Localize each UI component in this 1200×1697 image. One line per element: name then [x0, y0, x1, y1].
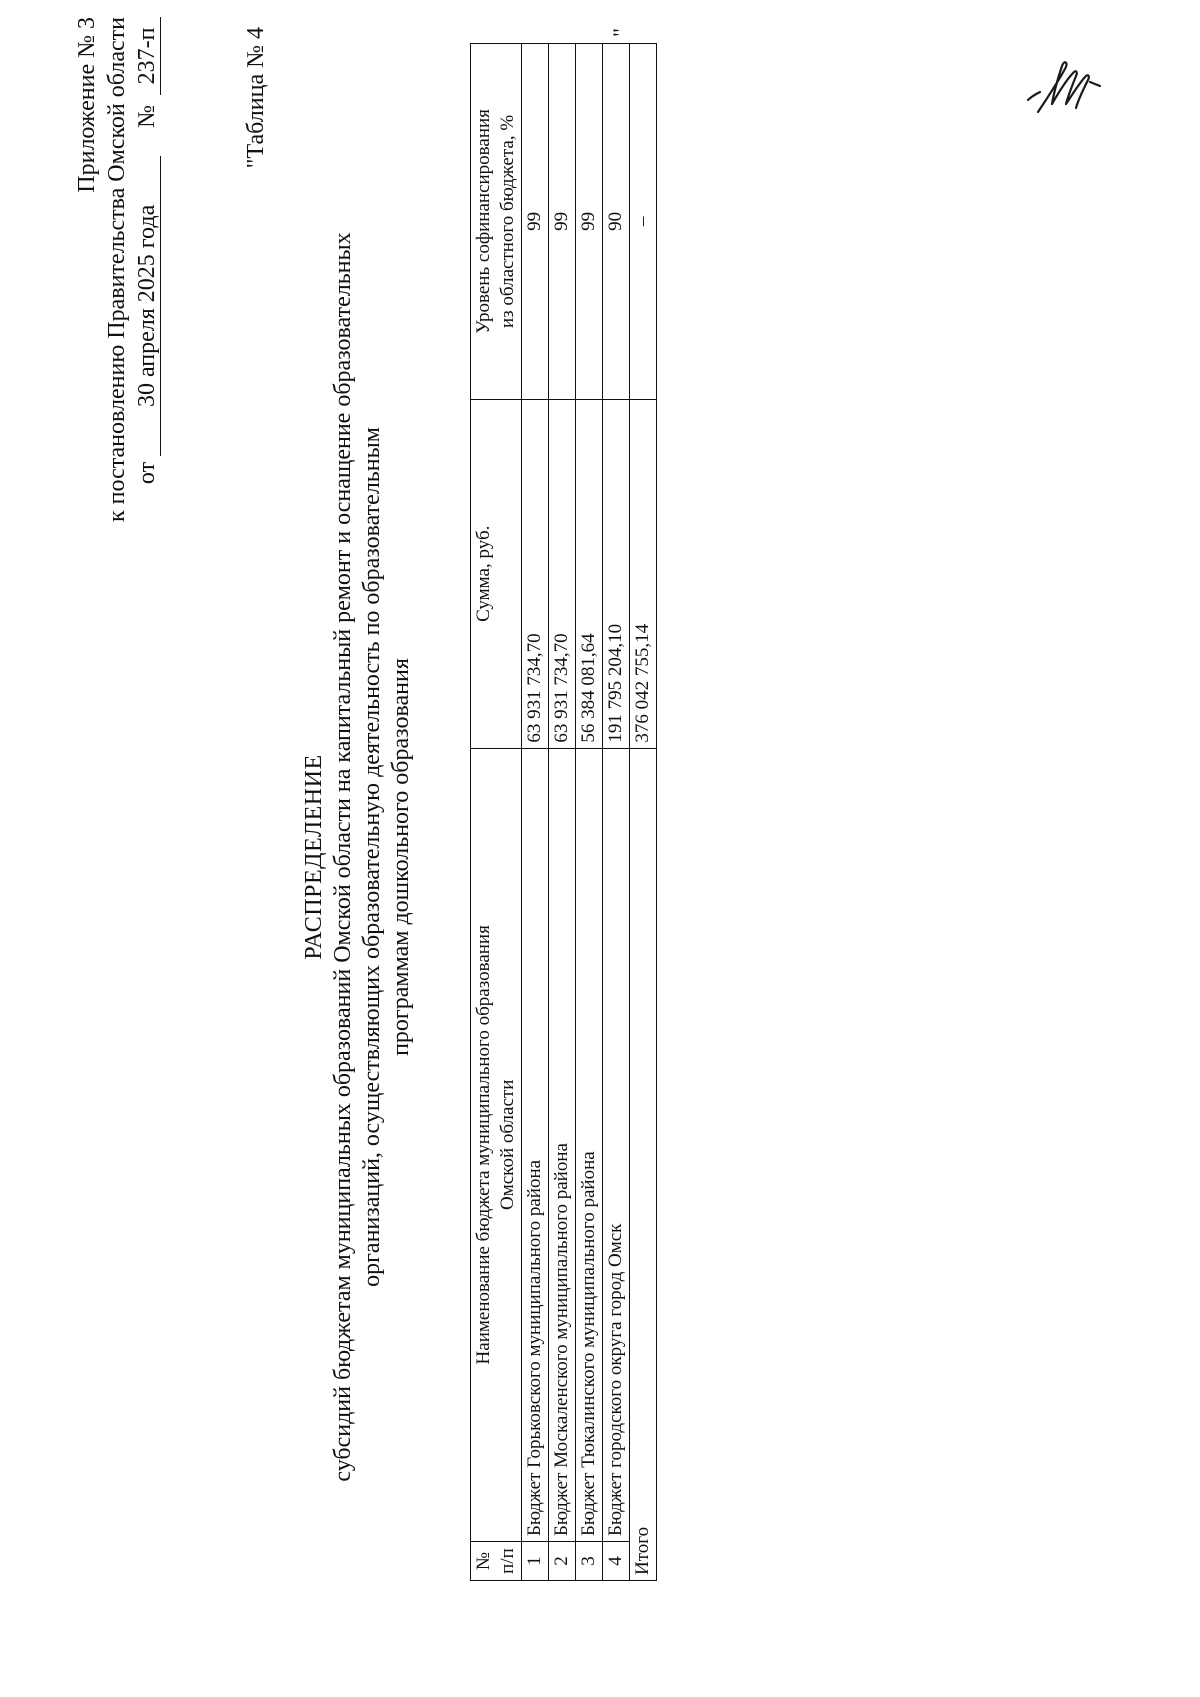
row-rate: 99 [576, 44, 603, 400]
closing-quote: " [608, 28, 633, 37]
table-row [603, 44, 630, 1581]
header-name-line-2: Омской области [497, 1079, 518, 1210]
appendix-header [72, 17, 162, 697]
header-rate [471, 44, 522, 400]
row-num: 1 [522, 1542, 549, 1581]
header-num-line-1: № [473, 1551, 494, 1571]
total-sum: 376 042 755,14 [630, 399, 657, 748]
appendix-number: Приложение № 3 [74, 17, 100, 193]
row-num: 3 [576, 1542, 603, 1581]
total-row [630, 44, 657, 1581]
from-label: от [134, 461, 160, 485]
resolution-date-line [132, 17, 162, 697]
header-sum: Сумма, руб. [471, 399, 522, 748]
resolution-reference: к постановлению Правительства Омской области [104, 17, 130, 523]
title-line-3: программам дошкольного образования [388, 658, 414, 1056]
resolution-date: 30 апреля 2025 года [134, 156, 161, 456]
row-num: 4 [603, 1542, 630, 1581]
row-rate: 99 [522, 44, 549, 400]
header-num-line-2: п/п [497, 1548, 518, 1574]
total-label: Итого [630, 748, 657, 1580]
number-label: № [134, 105, 160, 128]
row-name: Бюджет Горьковского муниципального района [522, 748, 549, 1541]
table-header-row [471, 44, 522, 1581]
row-name: Бюджет Москаленского муниципального района [549, 748, 576, 1541]
resolution-number: 237-п [134, 17, 161, 95]
title-line-2: организаций, осуществляющих образовательную деятельность по образовательным [359, 427, 385, 1287]
row-rate: 90 [603, 44, 630, 400]
row-sum: 63 931 734,70 [522, 399, 549, 748]
row-rate: 99 [549, 44, 576, 400]
row-num: 2 [549, 1542, 576, 1581]
distribution-table [470, 43, 657, 1581]
document-title [300, 137, 416, 1577]
header-name [471, 748, 522, 1541]
row-sum: 63 931 734,70 [549, 399, 576, 748]
title-heading: РАСПРЕДЕЛЕНИЕ [301, 754, 327, 960]
table-row [549, 44, 576, 1581]
table-row [522, 44, 549, 1581]
header-rate-line-1: Уровень софинансирования [473, 109, 494, 334]
row-sum: 56 384 081,64 [576, 399, 603, 748]
row-name: Бюджет городского округа город Омск [603, 748, 630, 1541]
row-sum: 191 795 204,10 [603, 399, 630, 748]
table-row [576, 44, 603, 1581]
header-rate-line-2: из областного бюджета, % [497, 114, 518, 329]
header-name-line-1: Наименование бюджета муниципального образования [473, 925, 494, 1365]
total-rate: – [630, 44, 657, 400]
table-number: "Таблица № 4 [243, 27, 269, 169]
signature-mark [1018, 42, 1108, 122]
row-name: Бюджет Тюкалинского муниципального района [576, 748, 603, 1541]
header-num [471, 1542, 522, 1581]
title-line-1: субсидий бюджетам муниципальных образований Омской области на капитальный ремонт и оснащение образовательных [330, 232, 356, 1482]
